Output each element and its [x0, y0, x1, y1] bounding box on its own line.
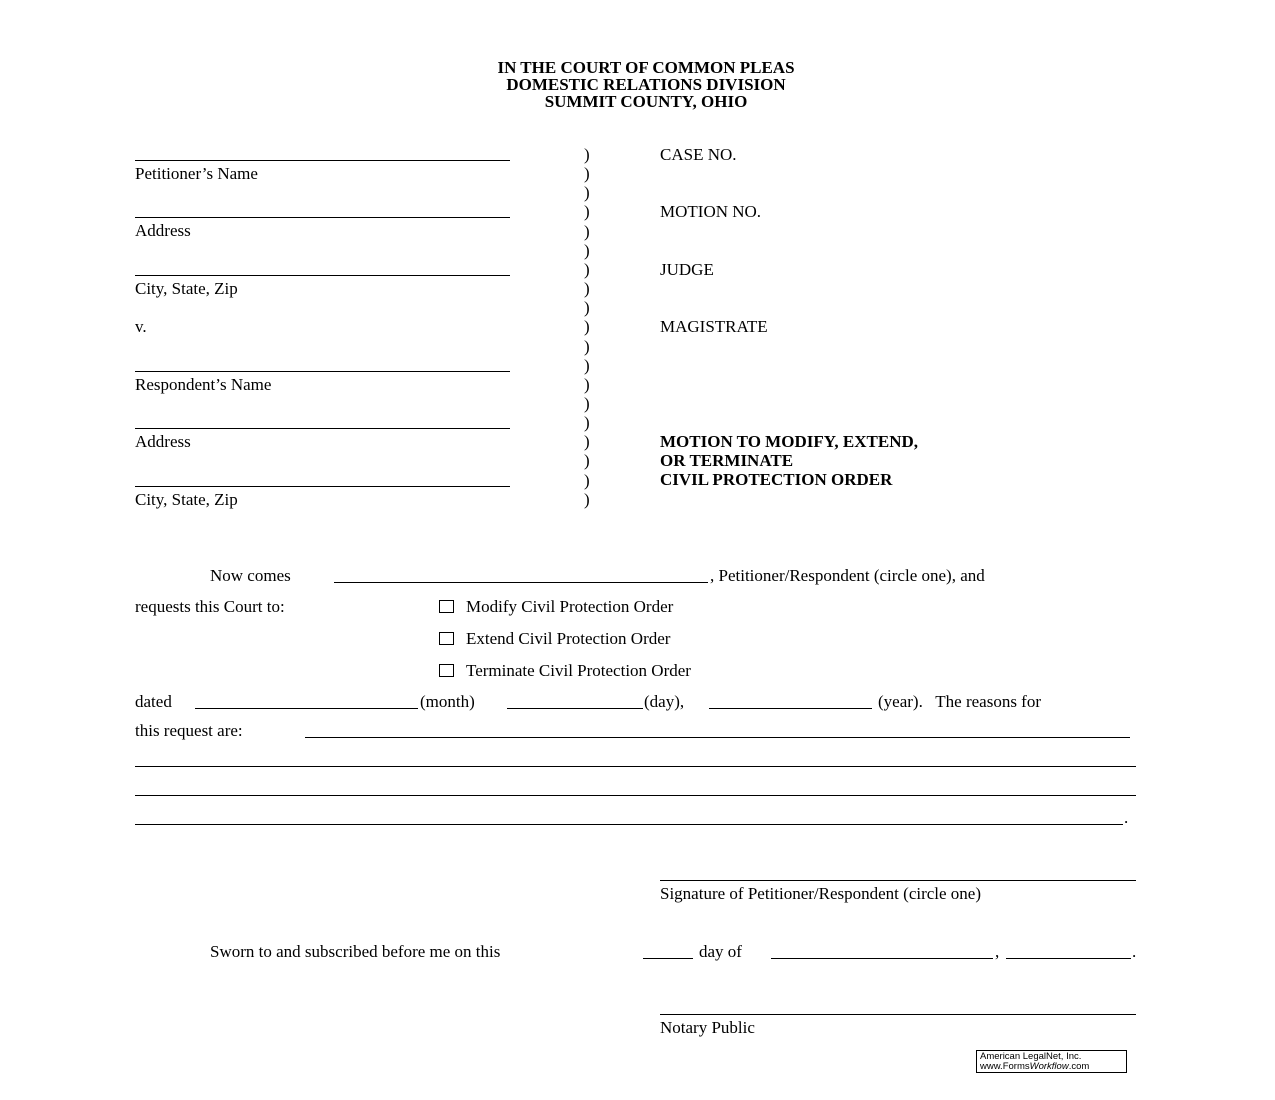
- reasons-line-1[interactable]: [305, 737, 1130, 738]
- caption-paren: ): [584, 260, 590, 279]
- terminate-option-label: Terminate Civil Protection Order: [466, 661, 691, 680]
- respondent-name-label: Respondent’s Name: [135, 375, 272, 394]
- watermark-com: .com: [1068, 1061, 1090, 1072]
- reasons-period: .: [1124, 808, 1129, 827]
- petitioner-city-label: City, State, Zip: [135, 279, 238, 298]
- year-text: (year). The reasons for: [878, 692, 1042, 711]
- caption-paren: ): [584, 451, 590, 470]
- forms-workflow-watermark: [976, 1050, 1127, 1073]
- sworn-year-line[interactable]: [1006, 958, 1131, 959]
- caption-paren: ): [584, 337, 590, 356]
- watermark-workflow: Workflow: [1029, 1061, 1069, 1072]
- modify-checkbox[interactable]: [439, 600, 454, 613]
- dated-text: dated: [135, 692, 172, 711]
- caption-paren: ): [584, 394, 590, 413]
- versus-label: v.: [135, 317, 147, 336]
- caption-paren: ): [584, 317, 590, 336]
- sworn-period: .: [1132, 942, 1137, 961]
- caption-paren: ): [584, 164, 590, 183]
- month-line[interactable]: [195, 708, 418, 709]
- caption-paren: ): [584, 202, 590, 221]
- reasons-line-3[interactable]: [135, 795, 1136, 796]
- watermark-line1: American LegalNet, Inc.: [980, 1051, 1082, 1062]
- year-line[interactable]: [709, 708, 872, 709]
- day-of-text: day of: [699, 942, 742, 961]
- caption-paren: ): [584, 432, 590, 451]
- day-line[interactable]: [507, 708, 643, 709]
- caption-paren: ): [584, 471, 590, 490]
- signature-label: Signature of Petitioner/Respondent (circle one): [660, 884, 982, 903]
- caption-paren: ): [584, 375, 590, 394]
- sworn-text: Sworn to and subscribed before me on this: [210, 942, 501, 961]
- caption-paren: ): [584, 279, 590, 298]
- sworn-day-line[interactable]: [643, 958, 693, 959]
- requests-text: requests this Court to:: [135, 597, 285, 616]
- notary-line[interactable]: [660, 1014, 1136, 1015]
- extend-checkbox[interactable]: [439, 632, 454, 645]
- sworn-month-line[interactable]: [771, 958, 993, 959]
- reasons-line-4[interactable]: [135, 824, 1123, 825]
- modify-option-label: Modify Civil Protection Order: [466, 597, 674, 616]
- respondent-city-label: City, State, Zip: [135, 490, 238, 509]
- caption-paren: ): [584, 145, 590, 164]
- petitioner-name-line[interactable]: [135, 160, 510, 161]
- motion-no-label: MOTION NO.: [660, 202, 762, 221]
- caption-paren: ): [584, 183, 590, 202]
- motion-title-line2: OR TERMINATE: [660, 451, 794, 470]
- respondent-address-label: Address: [135, 432, 191, 451]
- petitioner-name-label: Petitioner’s Name: [135, 164, 258, 183]
- respondent-address-line[interactable]: [135, 428, 510, 429]
- motion-title-line1: MOTION TO MODIFY, EXTEND,: [660, 432, 919, 451]
- signature-line[interactable]: [660, 880, 1136, 881]
- caption-paren: ): [584, 241, 590, 260]
- caption-paren: ): [584, 222, 590, 241]
- movant-name-line[interactable]: [334, 582, 708, 583]
- division-title: DOMESTIC RELATIONS DIVISION: [506, 75, 786, 94]
- caption-paren: ): [584, 356, 590, 375]
- caption-paren: ): [584, 490, 590, 509]
- now-comes-text: Now comes: [210, 566, 291, 585]
- terminate-checkbox[interactable]: [439, 664, 454, 677]
- respondent-name-line[interactable]: [135, 371, 510, 372]
- caption-paren: ): [584, 413, 590, 432]
- petitioner-address-line[interactable]: [135, 217, 510, 218]
- watermark-www: www.Forms: [980, 1061, 1030, 1072]
- day-text: (day),: [644, 692, 685, 711]
- sworn-comma: ,: [995, 942, 1000, 961]
- motion-title-line3: CIVIL PROTECTION ORDER: [660, 470, 893, 489]
- notary-label: Notary Public: [660, 1018, 755, 1037]
- extend-option-label: Extend Civil Protection Order: [466, 629, 671, 648]
- month-text: (month): [420, 692, 475, 711]
- reasons-line-2[interactable]: [135, 766, 1136, 767]
- respondent-city-line[interactable]: [135, 486, 510, 487]
- petitioner-respondent-text: , Petitioner/Respondent (circle one), and: [710, 566, 985, 585]
- watermark-line2: [980, 1062, 1126, 1072]
- reasons-text: this request are:: [135, 721, 243, 740]
- court-title: IN THE COURT OF COMMON PLEAS: [497, 58, 795, 77]
- case-no-label: CASE NO.: [660, 145, 737, 164]
- county-title: SUMMIT COUNTY, OHIO: [544, 92, 748, 111]
- judge-label: JUDGE: [660, 260, 714, 279]
- magistrate-label: MAGISTRATE: [660, 317, 768, 336]
- petitioner-address-label: Address: [135, 221, 191, 240]
- caption-paren: ): [584, 298, 590, 317]
- petitioner-city-line[interactable]: [135, 275, 510, 276]
